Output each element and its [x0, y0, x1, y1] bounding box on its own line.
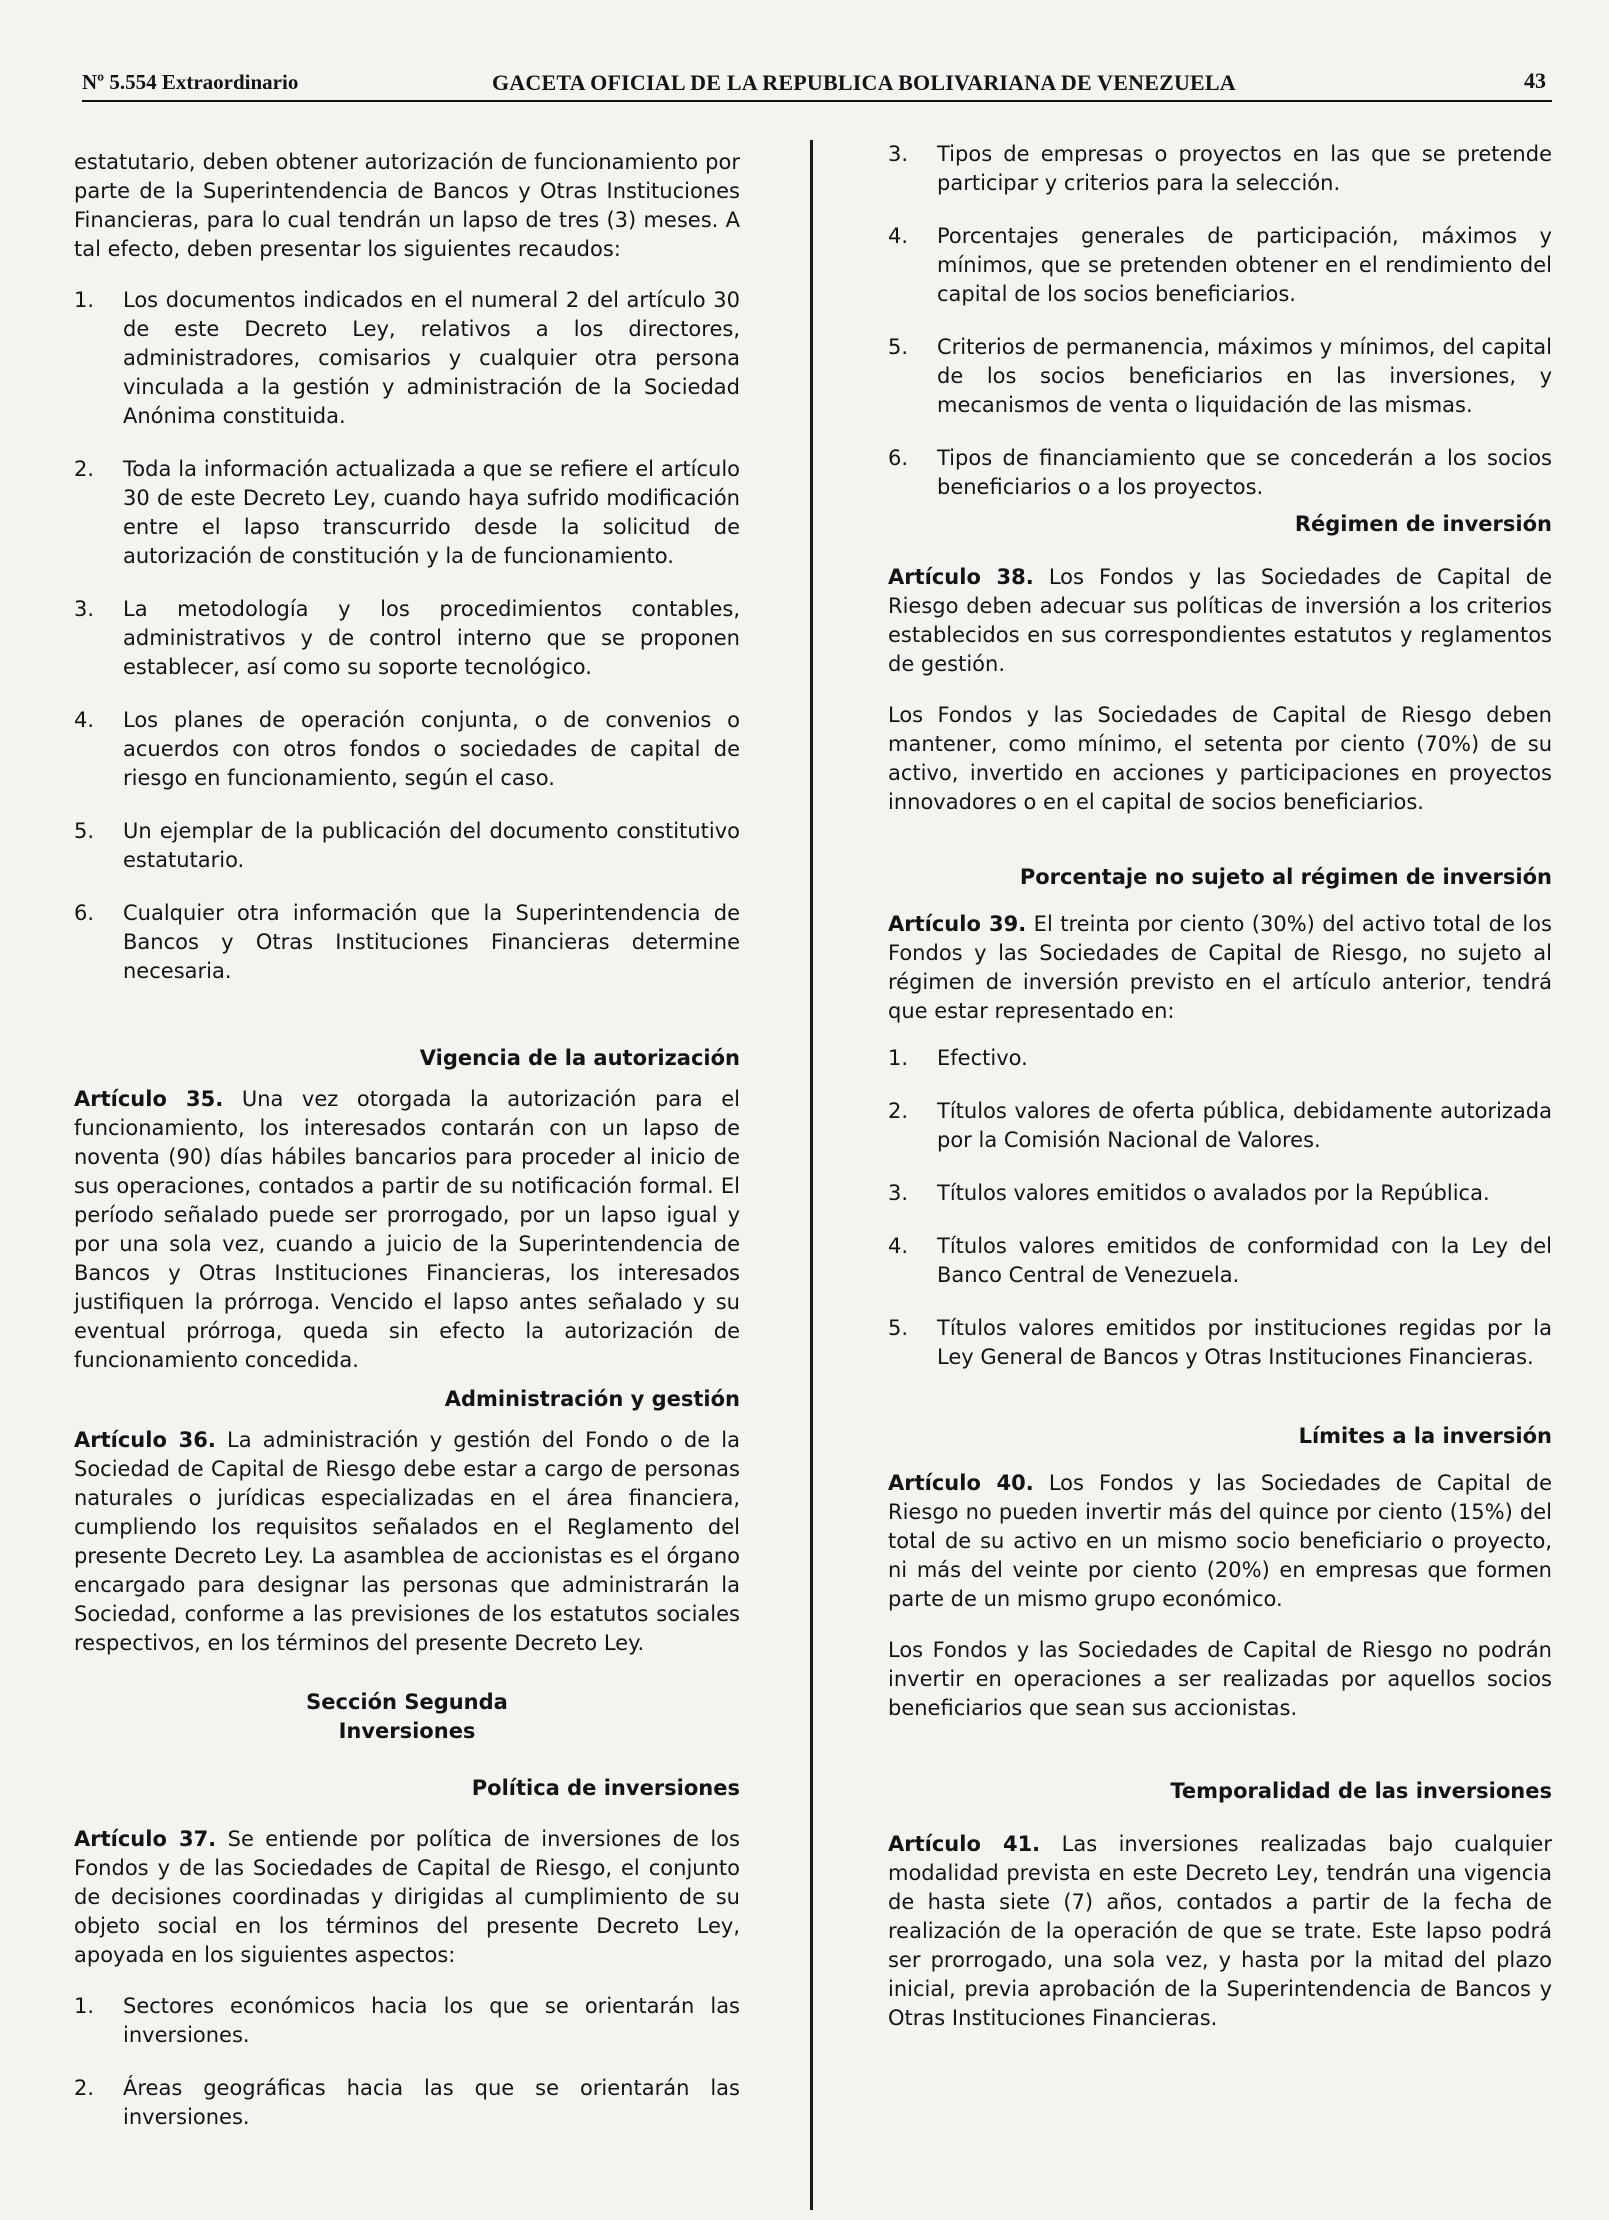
- list-item: 4. Títulos valores emitidos de conformidad con la Ley del Banco Central de Venezuela.: [888, 1234, 1552, 1287]
- heading-vigencia: Vigencia de la autorización: [419, 1046, 740, 1070]
- intro-paragraph: estatutario, deben obtener autorización de funcionamiento por parte de la Superintendencia de Bancos y Otras Instituciones Financieras, para lo cual tendrán un lapso de tres (3) meses. A tal efecto, deben presentar los siguientes recaudos:: [74, 150, 740, 261]
- heading-temporalidad: Temporalidad de las inversiones: [1170, 1779, 1552, 1803]
- list-item: 6. Cualquier otra información que la Superintendencia de Bancos y Otras Instituciones Financieras determine necesaria.: [74, 901, 740, 983]
- list-item: 5. Criterios de permanencia, máximos y mínimos, del capital de los socios beneficiarios en las inversiones, y mecanismos de venta o liquidación de las mismas.: [888, 335, 1552, 417]
- article-40-paragraph-2: Los Fondos y las Sociedades de Capital de Riesgo no podrán invertir en operaciones a ser realizadas por aquellos socios beneficiarios que sean sus accionistas.: [888, 1638, 1552, 1720]
- article-36: Artículo 36. La administración y gestión del Fondo o de la Sociedad de Capital de Riesgo debe estar a cargo de personas naturales o jurídicas especializadas en el área financiera, cumpliendo los requisitos señalados en el Reglamento del presente Decreto Ley. La asamblea de accionistas es el órgano encargado para designar las personas que administrarán la Sociedad, conforme a las previsiones de los estatutos sociales respectivos, en los términos del presente Decreto Ley.: [74, 1428, 740, 1655]
- list-item: 3. Tipos de empresas o proyectos en las que se pretende participar y criterios para la selección.: [888, 142, 1552, 195]
- article-35: Artículo 35. Una vez otorgada la autorización para el funcionamiento, los interesados contarán con un lapso de noventa (90) días hábiles bancarios para proceder al inicio de sus operaciones, contados a partir de su notificación formal. El período señalado puede ser prorrogado, por un lapso igual y por una sola vez, cuando a juicio de la Superintendencia de Bancos y Otras Instituciones Financieras, los interesados justifiquen la prórroga. Vencido el lapso antes señalado y su eventual prórroga, queda sin efecto la autorización de funcionamiento concedida.: [74, 1087, 740, 1372]
- heading-regimen: Régimen de inversión: [1294, 512, 1552, 536]
- section-subtitle: Inversiones: [338, 1719, 476, 1743]
- list-item: 6. Tipos de financiamiento que se concederán a los socios beneficiarios o a los proyectos.: [888, 446, 1552, 499]
- list-item: 2. Áreas geográficas hacia las que se orientarán las inversiones.: [74, 2076, 740, 2129]
- section-title: Sección Segunda: [306, 1690, 508, 1714]
- list-item: 2. Toda la información actualizada a que se refiere el artículo 30 de este Decreto Ley, cuando haya sufrido modificación entre el lapso transcurrido desde la solicitud de autorización de constitución y la de funcionamiento.: [74, 457, 740, 568]
- list-item: 1. Sectores económicos hacia los que se orientarán las inversiones.: [74, 1994, 740, 2047]
- page-header: [82, 70, 1552, 102]
- article-41: Artículo 41. Las inversiones realizadas bajo cualquier modalidad prevista en este Decreto Ley, tendrán una vigencia de hasta siete (7) años, contados a partir de la fecha de realización de la operación de que se trate. Este lapso podrá ser prorrogado, una sola vez, y hasta por la mitad del plazo inicial, previa aprobación de la Superintendencia de Bancos y Otras Instituciones Financieras.: [888, 1832, 1552, 2030]
- list-item: 1. Los documentos indicados en el numeral 2 del artículo 30 de este Decreto Ley, relativos a los directores, administradores, comisarios y cualquier otra persona vinculada a la gestión y administración de la Sociedad Anónima constituida.: [74, 288, 740, 428]
- heading-limites: Límites a la inversión: [1298, 1424, 1552, 1448]
- list-item: 4. Los planes de operación conjunta, o de convenios o acuerdos con otros fondos o sociedades de capital de riesgo en funcionamiento, según el caso.: [74, 708, 740, 790]
- article-38: Artículo 38. Los Fondos y las Sociedades de Capital de Riesgo deben adecuar sus políticas de inversión a los criterios establecidos en sus correspondientes estatutos y reglamentos de gestión.: [888, 565, 1552, 676]
- issue-number: Nº 5.554 Extraordinario: [82, 70, 299, 94]
- left-column: [74, 148, 740, 2156]
- article-39: Artículo 39. El treinta por ciento (30%) del activo total de los Fondos y las Sociedades de Capital de Riesgo, no sujeto al régimen de inversión previsto en el artículo anterior, tendrá que estar representado en:: [888, 912, 1552, 1023]
- heading-politica: Política de inversiones: [471, 1776, 740, 1800]
- article-38-paragraph-2: Los Fondos y las Sociedades de Capital de Riesgo deben mantener, como mínimo, el setenta por ciento (70%) de su activo, invertido en acciones y participaciones en proyectos innovadores o en el capital de socios beneficiarios.: [888, 703, 1552, 814]
- article-40: Artículo 40. Los Fondos y las Sociedades de Capital de Riesgo no pueden invertir más del quince por ciento (15%) del total de su activo en un mismo socio beneficiario o proyecto, ni más del veinte por ciento (20%) en empresas que formen parte de un mismo grupo económico.: [888, 1471, 1552, 1611]
- list-item: 5. Títulos valores emitidos por instituciones regidas por la Ley General de Bancos y Otras Instituciones Financieras.: [888, 1316, 1552, 1369]
- list-item: 5. Un ejemplar de la publicación del documento constitutivo estatutario.: [74, 819, 740, 872]
- gazette-title: GACETA OFICIAL DE LA REPUBLICA BOLIVARIANA DE VENEZUELA: [492, 70, 1236, 95]
- heading-porcentaje: Porcentaje no sujeto al régimen de inversión: [1019, 865, 1552, 889]
- heading-administracion: Administración y gestión: [444, 1387, 740, 1411]
- list-item: 3. La metodología y los procedimientos contables, administrativos y de control interno que se proponen establecer, así como su soporte tecnológico.: [74, 597, 740, 679]
- list-item: 4. Porcentajes generales de participación, máximos y mínimos, que se pretenden obtener en el rendimiento del capital de los socios beneficiarios.: [888, 224, 1552, 306]
- list-item: 3. Títulos valores emitidos o avalados por la República.: [888, 1181, 1490, 1205]
- page-number: 43: [1524, 68, 1546, 93]
- right-column: [888, 140, 1552, 2033]
- list-item: 2. Títulos valores de oferta pública, debidamente autorizada por la Comisión Nacional de Valores.: [888, 1099, 1552, 1152]
- column-divider: [810, 140, 813, 2210]
- list-item: 1. Efectivo.: [888, 1046, 1028, 1070]
- article-37: Artículo 37. Se entiende por política de inversiones de los Fondos y de las Sociedades de Capital de Riesgo, el conjunto de decisiones coordinadas y dirigidas al cumplimiento de su objeto social en los términos del presente Decreto Ley, apoyada en los siguientes aspectos:: [74, 1827, 740, 1967]
